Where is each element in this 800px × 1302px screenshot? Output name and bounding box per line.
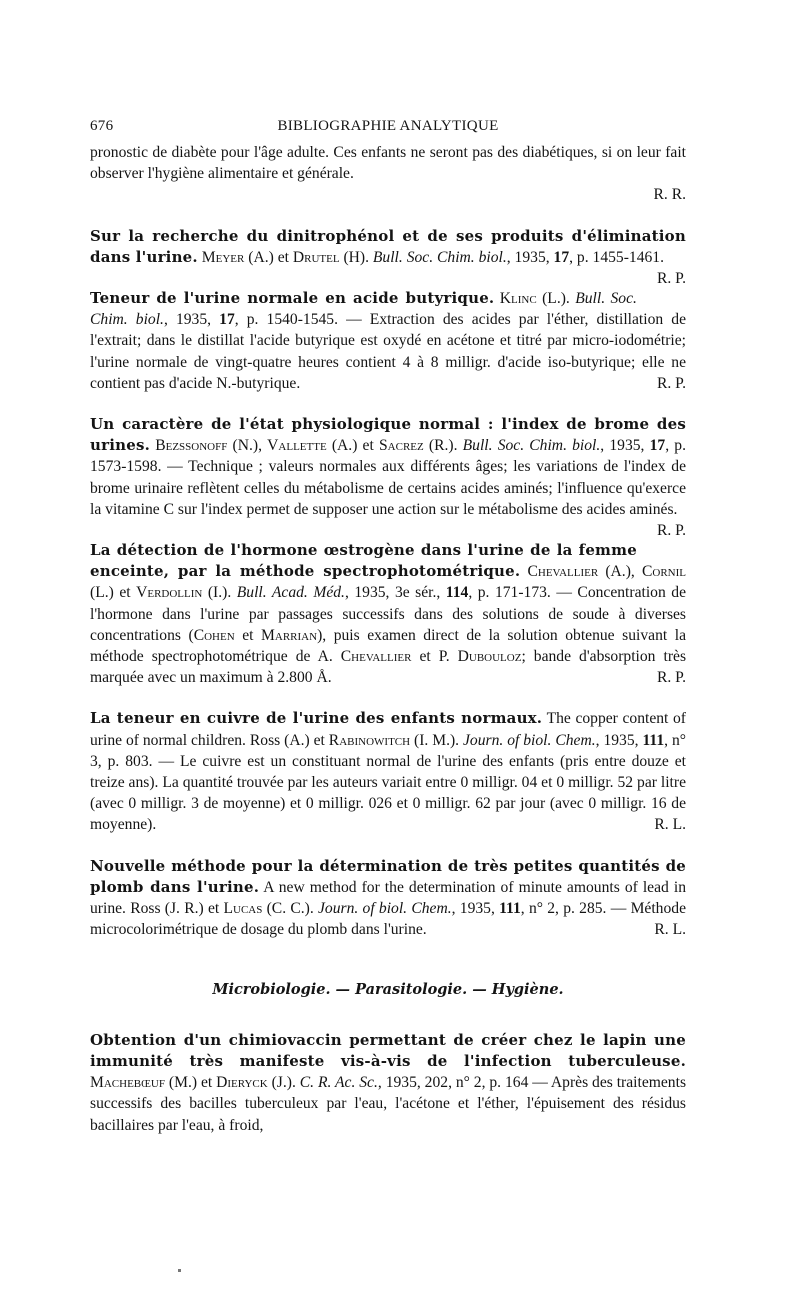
author-initials: (H). xyxy=(339,248,373,266)
pages: , p. 1573-1598. xyxy=(90,437,686,476)
year: , 1935, xyxy=(600,437,650,455)
author: Meyer xyxy=(201,248,245,266)
continuation-text: pronostic de diabète pour l'âge adulte. Ces enfants ne seront pas des diabétiques, si on leur fait observer l'hygiène alimentaire et générale. xyxy=(90,144,686,183)
pages: , p. 171-173. xyxy=(468,584,551,602)
author-initials: (J.). xyxy=(267,1074,300,1092)
abstract: ), puis examen direct de la solution obtenue suivant la méthode spectrophotométrique de A. xyxy=(90,626,686,666)
author: Verdollin xyxy=(136,584,203,602)
abstract: et xyxy=(234,626,262,644)
author: Dieryck xyxy=(216,1074,268,1092)
author-initials: (I.). xyxy=(202,584,237,602)
signature: R. P. xyxy=(656,669,686,687)
volume: 111 xyxy=(499,900,521,918)
bibliography-entry xyxy=(90,1030,686,1136)
cited-author: Marrian xyxy=(261,626,318,644)
author: Machebœuf xyxy=(90,1074,165,1092)
volume: 17 xyxy=(553,248,570,266)
author-initials: (N.), xyxy=(227,437,268,455)
print-speck xyxy=(178,1269,181,1272)
author-initials: (A.) et xyxy=(244,248,293,266)
author-initials: (A.), xyxy=(598,563,642,581)
abstract: — Après des traitements successifs des bacilles tuberculeux par l'eau, l'acétone et l'éther, l'épuisement des résidus bacillaires par l'eau, à froid, xyxy=(90,1074,687,1134)
entry-title: Un caractère de l'état physiologique normal : l'index de brome des urines. xyxy=(90,415,686,455)
running-header xyxy=(90,112,686,138)
bibliography-entry xyxy=(90,856,686,941)
abstract: — Le cuivre est un constituant normal de l'urine des enfants (pris entre douze et treize ans). La quantité trouvée par les auteurs variait entre 0 milligr. 04 et 0 milligr. 52 par litre (avec 0 milligr. 3 de moyenne) et 0 milligr. 026 et 0 milligr. 62 par jour (avec 0 milligr. 16 de moyenne). xyxy=(90,752,686,834)
abstract: ; bande d'absorption très marquée avec un maximum à 2.800 Å. xyxy=(90,648,687,687)
author: Cornil xyxy=(641,563,686,581)
journal: Bull. Acad. Méd. xyxy=(236,584,345,602)
year: , 1935, xyxy=(506,248,554,266)
year: , 1935, xyxy=(451,900,500,918)
bibliography-entry xyxy=(90,226,686,288)
signature: R. P. xyxy=(656,374,686,392)
author: Chevallier xyxy=(527,563,599,581)
pages: , p. 1455-1461. xyxy=(569,248,664,266)
signature: R. L. xyxy=(654,816,686,834)
journal: Bull. Soc. Chim. biol. xyxy=(90,290,637,329)
year: , 1935, xyxy=(163,311,220,329)
journal: Journ. of biol. Chem. xyxy=(463,731,596,749)
entry-title: Teneur de l'urine normale en acide butyrique. xyxy=(90,289,495,308)
author: Vallette xyxy=(267,437,327,455)
entry-title: La détection de l'hormone œstrogène dans l'urine de la femme enceinte, par la méthode spectrophotométrique. xyxy=(90,541,637,581)
author: Bezssonoff xyxy=(155,437,228,455)
bibliography-entry xyxy=(90,288,686,394)
pages: , n° 2, p. 285. xyxy=(520,900,607,918)
entry-title: Obtention d'un chimiovaccin permettant de créer chez le lapin une immunité très manifeste vis-à-vis de l'infection tuberculeuse. xyxy=(90,1030,686,1070)
signature: R. P. xyxy=(656,522,686,540)
journal: Bull. Soc. Chim. biol. xyxy=(372,248,507,266)
pages: , p. 1540-1545. xyxy=(234,311,338,329)
cited-author: Chevallier xyxy=(340,648,412,666)
year: , 1935, 3e sér., xyxy=(344,584,446,602)
page-number: 676 xyxy=(90,118,114,134)
cited-author: Cohen xyxy=(193,626,235,644)
running-title: BIBLIOGRAPHIE ANALYTIQUE xyxy=(277,118,499,134)
pages: , n° 3, p. 803. xyxy=(90,731,686,770)
page xyxy=(90,112,686,1136)
author-initials: (R.). xyxy=(423,437,463,455)
author: Klinc xyxy=(499,290,537,308)
abstract: et P. xyxy=(411,648,458,666)
entry-title: Nouvelle méthode pour la détermination de très petites quantités de plomb dans l'urine. xyxy=(90,856,686,896)
bibliography-entry xyxy=(90,708,686,835)
author-initials: (C. C.). xyxy=(262,900,318,918)
entry-title: La teneur en cuivre de l'urine des enfants normaux. xyxy=(90,709,543,728)
author-initials: (M.) et xyxy=(165,1074,217,1092)
volume: 111 xyxy=(642,731,665,749)
english-title: A new method for the determination of minute amounts of lead in urine. Ross (J. R.) et xyxy=(90,878,686,918)
author: Sacrez xyxy=(378,437,424,455)
author: Drutel xyxy=(292,248,340,266)
continuation-paragraph xyxy=(90,142,686,206)
author: Lucas xyxy=(223,900,263,918)
author: Rabinowitch xyxy=(328,731,411,749)
volume: 17 xyxy=(219,311,235,329)
year: , 1935, 202, n° 2, p. 164 xyxy=(377,1074,529,1092)
signature: R. P. xyxy=(656,270,686,288)
author-initials: (L.) et xyxy=(90,584,137,602)
cited-author: Dubouloz xyxy=(457,648,522,666)
english-title: The copper content of urine of normal children. Ross (A.) et xyxy=(90,710,686,749)
volume: 17 xyxy=(649,437,666,455)
signature: R. L. xyxy=(654,921,686,939)
journal: Journ. of biol. Chem. xyxy=(318,900,452,918)
abstract: — Technique ; valeurs normales aux différents âges; les variations de l'index de brome urinaire reflètent celles du métabolisme de certains acides aminés; l'influence qu'exerce la vitamine C sur l'index permet de supposer une action sur le métabolisme des acides aminés. xyxy=(90,458,686,518)
journal: Bull. Soc. Chim. biol. xyxy=(462,437,601,455)
journal: C. R. Ac. Sc. xyxy=(299,1074,378,1092)
bibliography-entry xyxy=(90,540,686,688)
author-initials: (I. M.). xyxy=(410,731,463,749)
bibliography-entry xyxy=(90,414,686,540)
abstract: — Méthode microcolorimétrique de dosage du plomb dans l'urine. xyxy=(90,900,686,939)
author-initials: (L.). xyxy=(536,290,576,308)
abstract: — Concentration de l'hormone dans l'urine par passages successifs dans des solutions de soude à diverses concentrations ( xyxy=(90,584,686,644)
signature: R. R. xyxy=(653,186,686,204)
abstract: — Extraction des acides par l'éther, distillation de l'extrait; dans le distillat l'acide butyrique est oxydé en acétone et titré par micro-iodométrie; l'urine normale de vingt-quatre heures contient 4 à 8 milligr. d'acide iso-butyrique; elle ne contient pas d'acide N.-butyrique. xyxy=(90,311,687,392)
entry-title: Sur la recherche du dinitrophénol et de ses produits d'élimination dans l'urine. xyxy=(90,226,686,266)
section-heading: Microbiologie. — Parasitologie. — Hygiène. xyxy=(212,980,564,998)
year: , 1935, xyxy=(595,731,643,749)
volume: 114 xyxy=(445,584,469,602)
author-initials: (A.) et xyxy=(326,437,379,455)
